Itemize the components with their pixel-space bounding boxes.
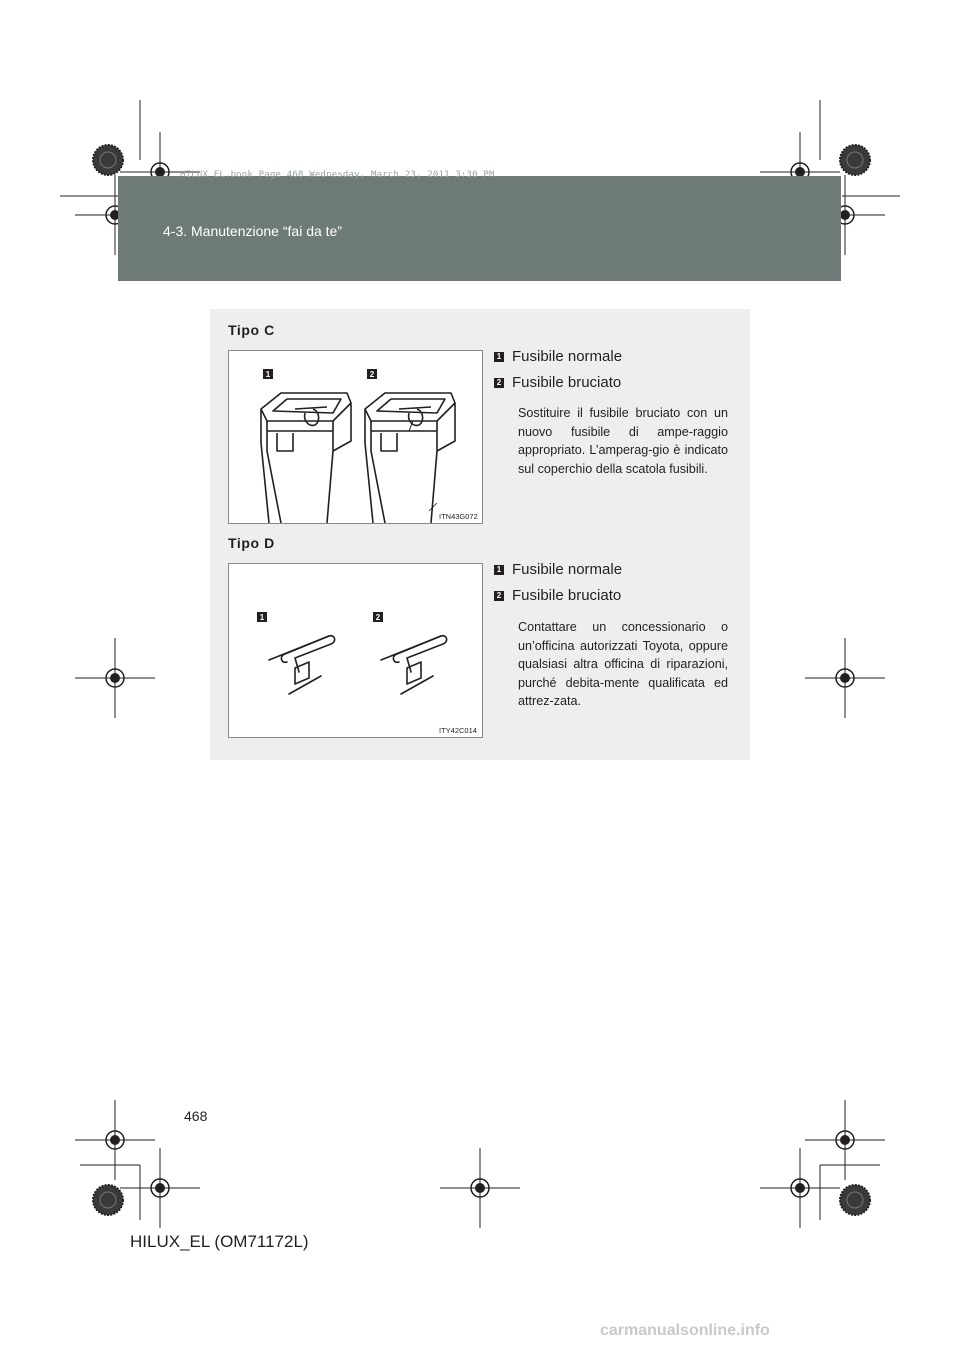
- legend-item: [494, 348, 622, 365]
- legend-label: Fusibile normale: [512, 348, 623, 365]
- legend-label: Fusibile bruciato: [512, 374, 622, 391]
- type-c-title: Tipo C: [228, 322, 275, 338]
- legend-label: Fusibile bruciato: [512, 587, 622, 604]
- legend-item: [494, 587, 621, 604]
- callout-2: 2: [367, 369, 377, 379]
- callout-1: 1: [263, 369, 273, 379]
- document-code: HILUX_EL (OM71172L): [130, 1232, 309, 1251]
- number-box: 2: [494, 591, 504, 601]
- figure-code: ITY42C014: [439, 726, 477, 735]
- page-number: 468: [184, 1108, 208, 1124]
- callout-2: 2: [373, 612, 383, 622]
- watermark: carmanualsonline.info: [600, 1322, 770, 1339]
- fuse-type-d-illustration: [229, 564, 482, 737]
- callout-1: 1: [257, 612, 267, 622]
- type-d-title: Tipo D: [228, 535, 275, 551]
- print-meta: HILUX_EL.book Page 468 Wednesday, March 23, 2011 3:30 PM: [180, 170, 495, 180]
- type-c-description: Sostituire il fusibile bruciato con un nuovo fusibile di ampe-raggio appropriato. L’amperag-gio è indicato sul coperchio della scatola fusibili.: [518, 406, 728, 476]
- type-d-description: Contattare un concessionario o un’officina autorizzati Toyota, oppure qualsiasi altra officina di riparazioni, purché debita-mente qualificata ed attrez-zata.: [518, 620, 728, 708]
- legend-item: [494, 374, 621, 391]
- legend-label: Fusibile normale: [512, 561, 623, 578]
- type-d-figure: [228, 563, 483, 738]
- figure-code: ITN43G072: [439, 512, 478, 521]
- section-title: 4-3. Manutenzione “fai da te”: [163, 223, 342, 239]
- legend-item: [494, 561, 622, 578]
- number-box: 2: [494, 378, 504, 388]
- number-box: 1: [494, 565, 504, 575]
- number-box: 1: [494, 352, 504, 362]
- type-c-figure: [228, 350, 483, 524]
